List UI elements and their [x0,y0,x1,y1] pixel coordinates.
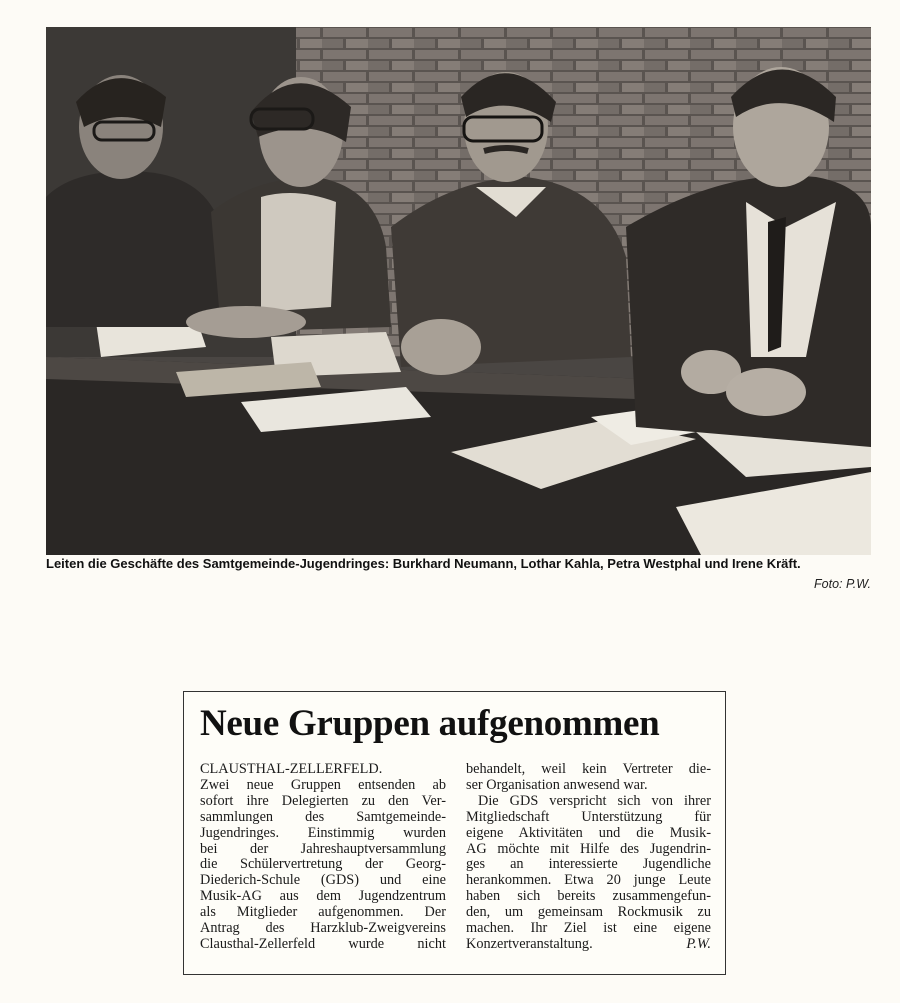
article-line: Diederich-Schule (GDS) und eine [200,872,446,889]
group-photo-icon [46,27,871,555]
article-line: als Mitglieder aufgenommen. Der [200,904,446,921]
photo-credit: Foto: P.W. [814,577,871,591]
article-line: Jugendringes. Einstimmig wurden [200,824,446,841]
article-box [183,691,726,975]
article-line: eigene Aktivitäten und die Musik- [466,824,711,841]
article-line: machen. Ihr Ziel ist eine eigene [466,920,711,937]
photo-caption [46,556,872,571]
article-headline: Neue Gruppen aufgenommen [200,703,660,744]
article-line: haben sich bereits zusammengefun- [466,888,711,905]
article-line: Clausthal-Zellerfeld wurde nicht [200,935,446,952]
article-line: den, um gemeinsam Rockmusik zu [466,904,711,921]
article-line: bei der Jahreshauptversammlung [200,840,446,857]
article-line: Die GDS verspricht sich von ihrer [478,792,711,809]
article-column-right [466,762,711,953]
article-dateline: CLAUSTHAL-ZELLERFELD. [200,761,383,777]
article-line: sofort ihre Delegierten zu den Ver- [200,792,446,809]
article-line: herankommen. Etwa 20 junge Leute [466,872,711,889]
article-line: sammlungen des Samtgemeinde- [200,808,446,825]
article-line: AG möchte mit Hilfe des Jugendrin- [466,840,711,857]
news-photo [46,27,871,555]
article-line: die Schülervertretung der Georg- [200,856,446,873]
article-column-left [200,762,446,953]
article-line: ges an interessierte Jugendliche [466,856,711,873]
article-line: Antrag des Harzklub-Zweigvereins [200,920,446,937]
article-line: Konzertveranstaltung. [466,935,593,952]
article-line: Musik-AG aus dem Jugendzentrum [200,888,446,905]
article-line: ser Organisation anwesend war. [466,776,648,793]
article-line: behandelt, weil kein Vertreter die- [466,761,711,777]
article-line: Mitgliedschaft Unterstützung für [466,808,711,825]
caption-text: Leiten die Geschäfte des Samtgemeinde-Jugendringes: Burkhard Neumann, Lothar Kahla, Petra Westphal und Irene Kräft. [46,556,801,571]
article-last-line [466,937,711,953]
article-byline: P.W. [686,935,711,952]
article-line: Zwei neue Gruppen entsenden ab [200,776,446,793]
